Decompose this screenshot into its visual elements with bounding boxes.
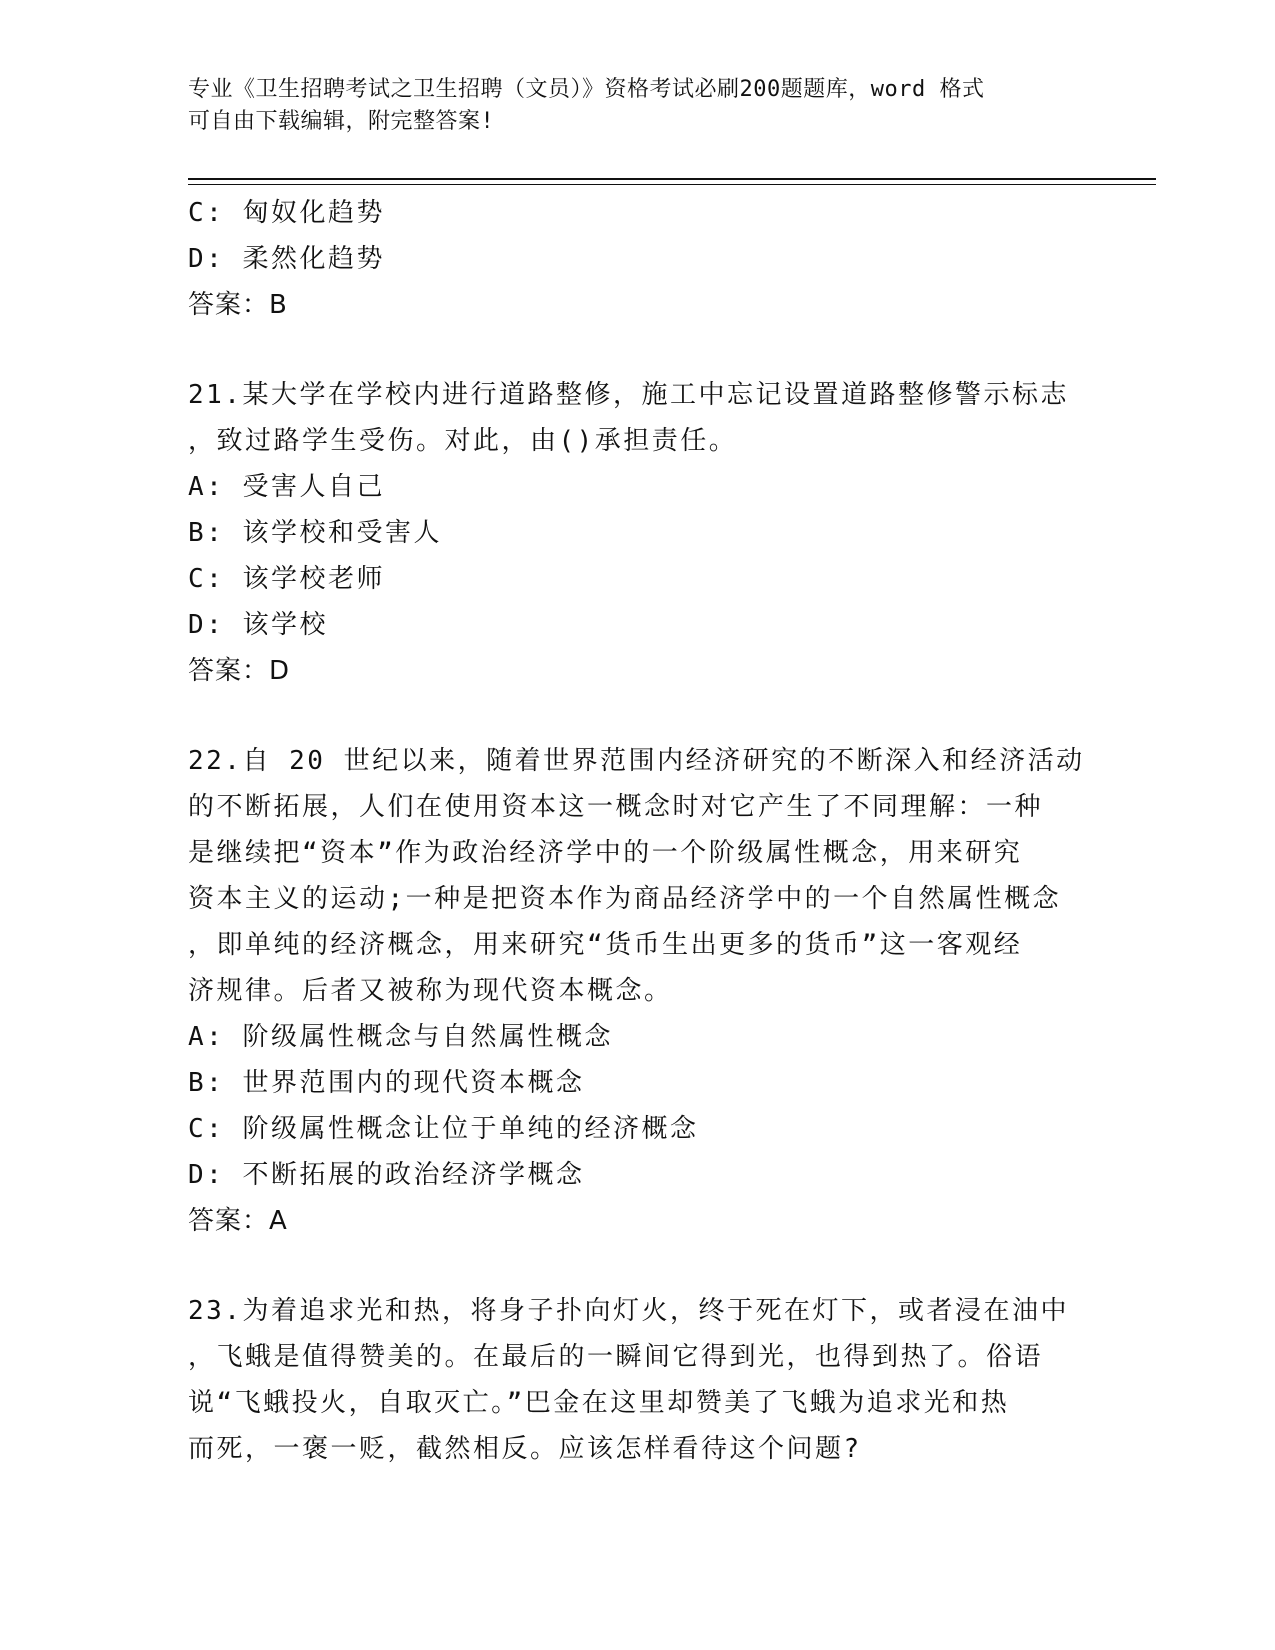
stem-line: 济规律。后者又被称为现代资本概念。 xyxy=(188,976,673,1006)
question-20-continued xyxy=(188,190,1088,328)
question-stem xyxy=(188,1288,1088,1472)
header-divider-thin xyxy=(188,184,1156,185)
document-header xyxy=(188,74,1088,138)
answer-label: 答案：D xyxy=(188,656,291,686)
spacer xyxy=(188,694,1088,738)
option-b: B: 该学校和受害人 xyxy=(188,518,442,548)
answer-label: 答案：B xyxy=(188,290,288,320)
option-a: A: 受害人自己 xyxy=(188,472,385,502)
question-stem xyxy=(188,738,1088,1014)
question-list xyxy=(188,190,1088,1472)
option-c: C: 匈奴化趋势 xyxy=(188,198,385,228)
stem-line: 21.某大学在学校内进行道路整修，施工中忘记设置道路整修警示标志 xyxy=(188,380,1069,410)
option-a: A: 阶级属性概念与自然属性概念 xyxy=(188,1022,613,1052)
question-23 xyxy=(188,1288,1088,1472)
stem-line: 资本主义的运动;一种是把资本作为商品经济学中的一个自然属性概念 xyxy=(188,884,1062,914)
option-c: C: 阶级属性概念让位于单纯的经济概念 xyxy=(188,1114,699,1144)
stem-line: 的不断拓展，人们在使用资本这一概念时对它产生了不同理解：一种 xyxy=(188,792,1044,822)
stem-line: 而死，一褒一贬，截然相反。应该怎样看待这个问题? xyxy=(188,1434,862,1464)
stem-line: ，飞蛾是值得赞美的。在最后的一瞬间它得到光，也得到热了。俗语 xyxy=(188,1342,1044,1372)
option-c: C: 该学校老师 xyxy=(188,564,385,594)
spacer xyxy=(188,328,1088,372)
spacer xyxy=(188,1244,1088,1288)
stem-line: ，致过路学生受伤。对此，由()承担责任。 xyxy=(188,426,738,456)
option-b: B: 世界范围内的现代资本概念 xyxy=(188,1068,585,1098)
header-title-line-1: 专业《卫生招聘考试之卫生招聘（文员）》资格考试必刷200题题库，word 格式 xyxy=(188,77,985,102)
stem-line: 说“飞蛾投火，自取灭亡。”巴金在这里却赞美了飞蛾为追求光和热 xyxy=(188,1388,1010,1418)
option-d: D: 不断拓展的政治经济学概念 xyxy=(188,1160,585,1190)
stem-line: 22.自 20 世纪以来，随着世界范围内经济研究的不断深入和经济活动 xyxy=(188,746,1085,776)
header-title-line-2: 可自由下载编辑，附完整答案! xyxy=(188,109,495,134)
question-stem xyxy=(188,372,1088,464)
option-d: D: 柔然化趋势 xyxy=(188,244,385,274)
stem-line: 是继续把“资本”作为政治经济学中的一个阶级属性概念，用来研究 xyxy=(188,838,1023,868)
stem-line: ，即单纯的经济概念，用来研究“货币生出更多的货币”这一客观经 xyxy=(188,930,1023,960)
answer-label: 答案：A xyxy=(188,1206,288,1236)
option-d: D: 该学校 xyxy=(188,610,328,640)
stem-line: 23.为着追求光和热，将身子扑向灯火，终于死在灯下，或者浸在油中 xyxy=(188,1296,1069,1326)
question-22 xyxy=(188,738,1088,1244)
header-divider-thick xyxy=(188,178,1156,180)
question-21 xyxy=(188,372,1088,694)
